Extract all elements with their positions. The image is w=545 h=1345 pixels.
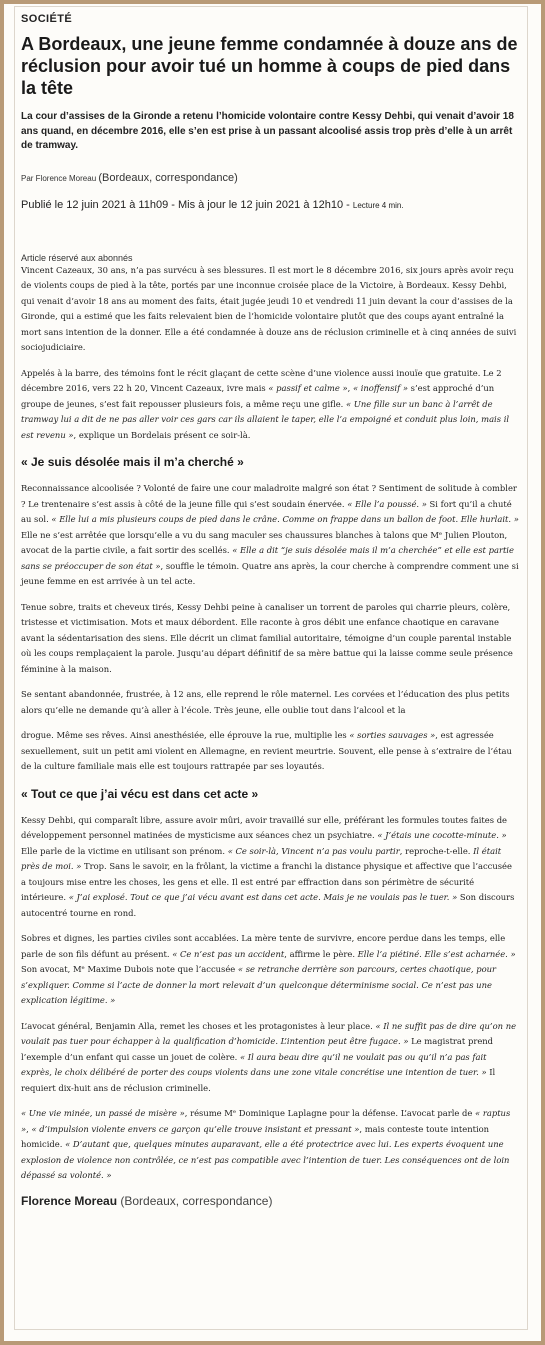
quote-text: Il était près de moi. » [21, 845, 502, 871]
paragraph-text: Appelés à la barre, des témoins font le récit glaçant de cette scène d’une violence aussi inouïe que gratuite. Le 2 décembre 2016, vers 22 h 20, Vincent Cazeaux, ivre mais [21, 367, 502, 393]
byline-location: (Bordeaux, correspondance) [98, 171, 238, 184]
paragraph-text: Il requiert dix-huit ans de réclusion criminelle. [21, 1067, 496, 1093]
signature-author[interactable]: Florence Moreau [21, 1193, 118, 1208]
body-paragraph [21, 687, 519, 718]
paragraph-text: L’avocat général, Benjamin Alla, remet les choses et les protagonistes à leur place. [21, 1020, 376, 1031]
quote-text: « inoffensif » [352, 383, 408, 393]
quote-text: « Ce soir-là, Vincent n’a pas voulu partir [227, 845, 400, 856]
quote-text: « passif et calme » [268, 383, 348, 393]
paragraph-text: Se sentant abandonnée, frustrée, à 12 ans, elle reprend le rôle maternel. Les corvées et l’éducation des plus petits alors qu’elle ne demande qu’à aller à l’école. Très jeune, elle oublie tout dans l’alcool et la [21, 689, 510, 715]
paragraph-text: , reproche-t-elle. [399, 845, 474, 856]
quote-text: « Elle a dit “je suis désolée mais il m’a cherchée” et elle est partie sans se préoccuper de son état » [21, 545, 514, 571]
publication-date: Publié le 12 juin 2021 à 11h09 - Mis à jour le 12 juin 2021 à 12h10 - [21, 198, 350, 211]
article-lede: La cour d’assises de la Gironde a retenu l’homicide volontaire contre Kessy Dehbi, qui venait d’avoir 18 ans quand, en décembre 2016, elle s’en est prise à un passant alcoolisé assis trop près d’elle à un arrêt de tramway. [21, 111, 514, 151]
quote-text: « Elle l’a poussé. » [347, 498, 427, 509]
byline [21, 172, 519, 184]
paragraph-text: Tenue sobre, traits et cheveux tirés, Kessy Dehbi peine à canaliser un torrent de paroles qui charrie pleurs, colère, tristesse et victimisation. Mots et maux débordent. Elle raconte à gros débit une enfance chaotique en caravane avant la sédentarisation des siens. Elle décrit un climat familial autoritaire, témoigne d’un couple parental instable où les coups remplaçaient la parole. Jusqu’au départ définitif de sa mère battue qui la laisse comme seule présence féminine à la maison. [21, 601, 513, 674]
paragraph-text: Le magistrat prend l’exemple d’un enfant qui casse un jouet de colère. [21, 1036, 494, 1062]
article-page [14, 6, 528, 1330]
paragraph-text: , souffle le témoin. Quatre ans après, la cour cherche à comprendre comment une si jeune femme en est arrivée à un tel acte. [21, 560, 519, 586]
body-paragraph [21, 931, 519, 1009]
signature-location: (Bordeaux, correspondance) [120, 1193, 273, 1208]
paragraph-text: s’est approché d’un groupe de jeunes, s’est fait repousser plusieurs fois, a même reçu une gifle. [21, 383, 495, 409]
quote-text: « Ce n’est pas un accident [172, 948, 285, 959]
paragraph-text: drogue. Même ses rêves. Ainsi anesthésiée, elle éprouve la rue, multiplie les [21, 730, 350, 740]
section-heading: « Je suis désolée mais il m’a cherché » [21, 455, 244, 469]
quote-text: « raptus » [21, 1108, 511, 1134]
section-rubric[interactable]: SOCIÉTÉ [21, 13, 73, 25]
subscriber-note: Article réservé aux abonnés [21, 252, 133, 263]
paragraph-text: , explique un Bordelais présent ce soir-là. [73, 429, 251, 440]
paragraph-text: Vincent Cazeaux, 30 ans, n’a pas survécu à ses blessures. Il est mort le 8 décembre 2016, six jours après avoir reçu de violents coups de pied à la tête, portés par une inconnue croisée place de la Victoire, à Bordeaux. Kessy Dehbi, qui venait d’avoir 18 ans au moment des faits, était jugée jeudi 10 et vendredi 11 juin devant la cour d’assises de la Gironde, qui a estimé que les faits relevaient bien de l’homicide volontaire plutôt que des coups ayant entraîné la mort sans intention de la donner. Elle a été condamnée à douze ans de réclusion criminelle et à cinq années de suivi sociojudiciaire. [21, 264, 517, 352]
paragraph-text: Kessy Dehbi, qui comparaît libre, assure avoir mûri, avoir travaillé sur elle, préférant les formules toutes faites de développement personnel matinées de mysticisme aux séances chez un psychiatre. [21, 814, 508, 840]
article-content [21, 13, 519, 1208]
quote-text: « Il aura beau dire qu’il ne voulait pas ou qu’il n’a pas fait exprès, le choix délibéré de porter des coups violents dans une zone vitale concrétise une intention de tuer. » [21, 1051, 487, 1077]
paragraph-text: , mais conteste toute intention homicide. [21, 1123, 490, 1149]
body-paragraph [21, 366, 519, 444]
body-paragraph [21, 1019, 519, 1097]
article-title: A Bordeaux, une jeune femme condamnée à douze ans de réclusion pour avoir tué un homme à coups de pied dans la tête [21, 34, 518, 98]
body-paragraph [21, 813, 519, 922]
paragraph-text: , affirme le père. [284, 948, 358, 959]
body-paragraph [21, 728, 519, 775]
quote-text: « se retranche derrière son parcours, certes chaotique, pour s’expliquer. Comme si l’acte de donner la mort relevait d’un quelconque déterminisme social. Ce n’est pas une explication légitime. » [21, 964, 497, 1005]
author-signature [21, 1194, 519, 1208]
paragraph-text: , [347, 383, 353, 393]
byline-author[interactable]: Par Florence Moreau [21, 173, 97, 183]
paragraph-text: , [26, 1123, 32, 1134]
quote-text: « Une fille sur un banc à l’arrêt de tramway lui a dit de ne pas aller voir ces gars car ils allaient le taper, elle l’a empoigné et conduit plus loin, mais il est revenu » [21, 398, 510, 440]
body-paragraph [21, 481, 519, 590]
quote-text: « d’impulsion violente envers ce garçon qu’elle trouve insistant et pressant » [31, 1123, 360, 1134]
paragraph-text: Trop. Sans le savoir, en la frôlant, la victime a franchi la distance physique et affective que l’accusée a toujours mise entre les choses, les gens et elle. Il est entré par effraction dans son périmètre de sécurité intérieure. [21, 861, 512, 902]
quote-text: « J’ai explosé. Tout ce que j’ai vécu avant est dans cet acte. Mais je ne voulais pas le tuer. » [68, 892, 458, 902]
quote-text: « Une vie minée, un passé de misère » [21, 1108, 185, 1118]
paragraph-text: Reconnaissance alcoolisée ? Volonté de faire une cour maladroite malgré son état ? Sentiment de solitude à combler ? Le trentenaire s’est assis à côté de la jeune fille qui s’est soudain énervée. [21, 483, 517, 509]
paragraph-text: , est agressée sexuellement, suit un petit ami violent en Allemagne, en revient meurtrie. Souvent, elle pense à s’extraire de l’étau de la culture familiale mais elle est toujours rattrapée par ses loyautés. [21, 730, 512, 771]
publication-dates [21, 199, 519, 211]
quote-text: « Elle lui a mis plusieurs coups de pied dans le crâne. Comme on frappe dans un ballon de foot. Elle hurlait. » [51, 514, 519, 524]
quote-text: Elle l’a piétiné. Elle s’est acharnée. » [357, 948, 516, 959]
body-paragraph [21, 600, 519, 678]
quote-text: « D’autant que, quelques minutes auparavant, elle a été protectrice avec lui. Les experts évoquent une explosion de violence non contrôlée, ce n’est pas compatible avec l’intention de tuer. Les conséquences ont de loin dépassé sa volonté. » [21, 1139, 510, 1180]
paragraph-text: Elle parle de la victime en utilisant son prénom. [21, 845, 228, 856]
body-paragraph [21, 1106, 519, 1184]
section-heading: « Tout ce que j’ai vécu est dans cet acte » [21, 786, 259, 801]
quote-text: « sorties sauvages » [349, 730, 436, 740]
paragraph-text: Elle ne s’est arrêtée que lorsqu’elle a vu du sang maculer ses chaussures blanches à talons que Mᵉ Julien Plouton, avocat de la partie civile, a fait sortir des scellés. [21, 529, 508, 555]
quote-text: « Il ne suffit pas de dire qu’on ne voulait pas tuer pour échapper à la qualification d’homicide. L’intention peut être fugace. » [21, 1020, 517, 1046]
paragraph-text: Son avocat, Mᵉ Maxime Dubois note que l’accusée [21, 964, 238, 974]
paragraph-text: Sobres et dignes, les parties civiles sont accablées. La mère tente de survivre, encore perdue dans les temps, elle parle de son fils défunt au présent. [21, 933, 506, 959]
section-2-body [21, 813, 519, 1184]
read-time: Lecture 4 min. [352, 200, 404, 210]
section-1-body [21, 481, 519, 775]
body-paragraph [21, 263, 519, 356]
quote-text: « J’étais une cocotte-minute. » [377, 830, 507, 840]
paragraph-text: Si fort qu’il a chuté au sol. [21, 498, 512, 524]
intro-body [21, 263, 519, 444]
paragraph-text: Son discours autocentré tourne en rond. [21, 892, 515, 918]
paragraph-text: , résume Mᵉ Dominique Laplagne pour la défense. L’avocat parle de [184, 1108, 476, 1118]
